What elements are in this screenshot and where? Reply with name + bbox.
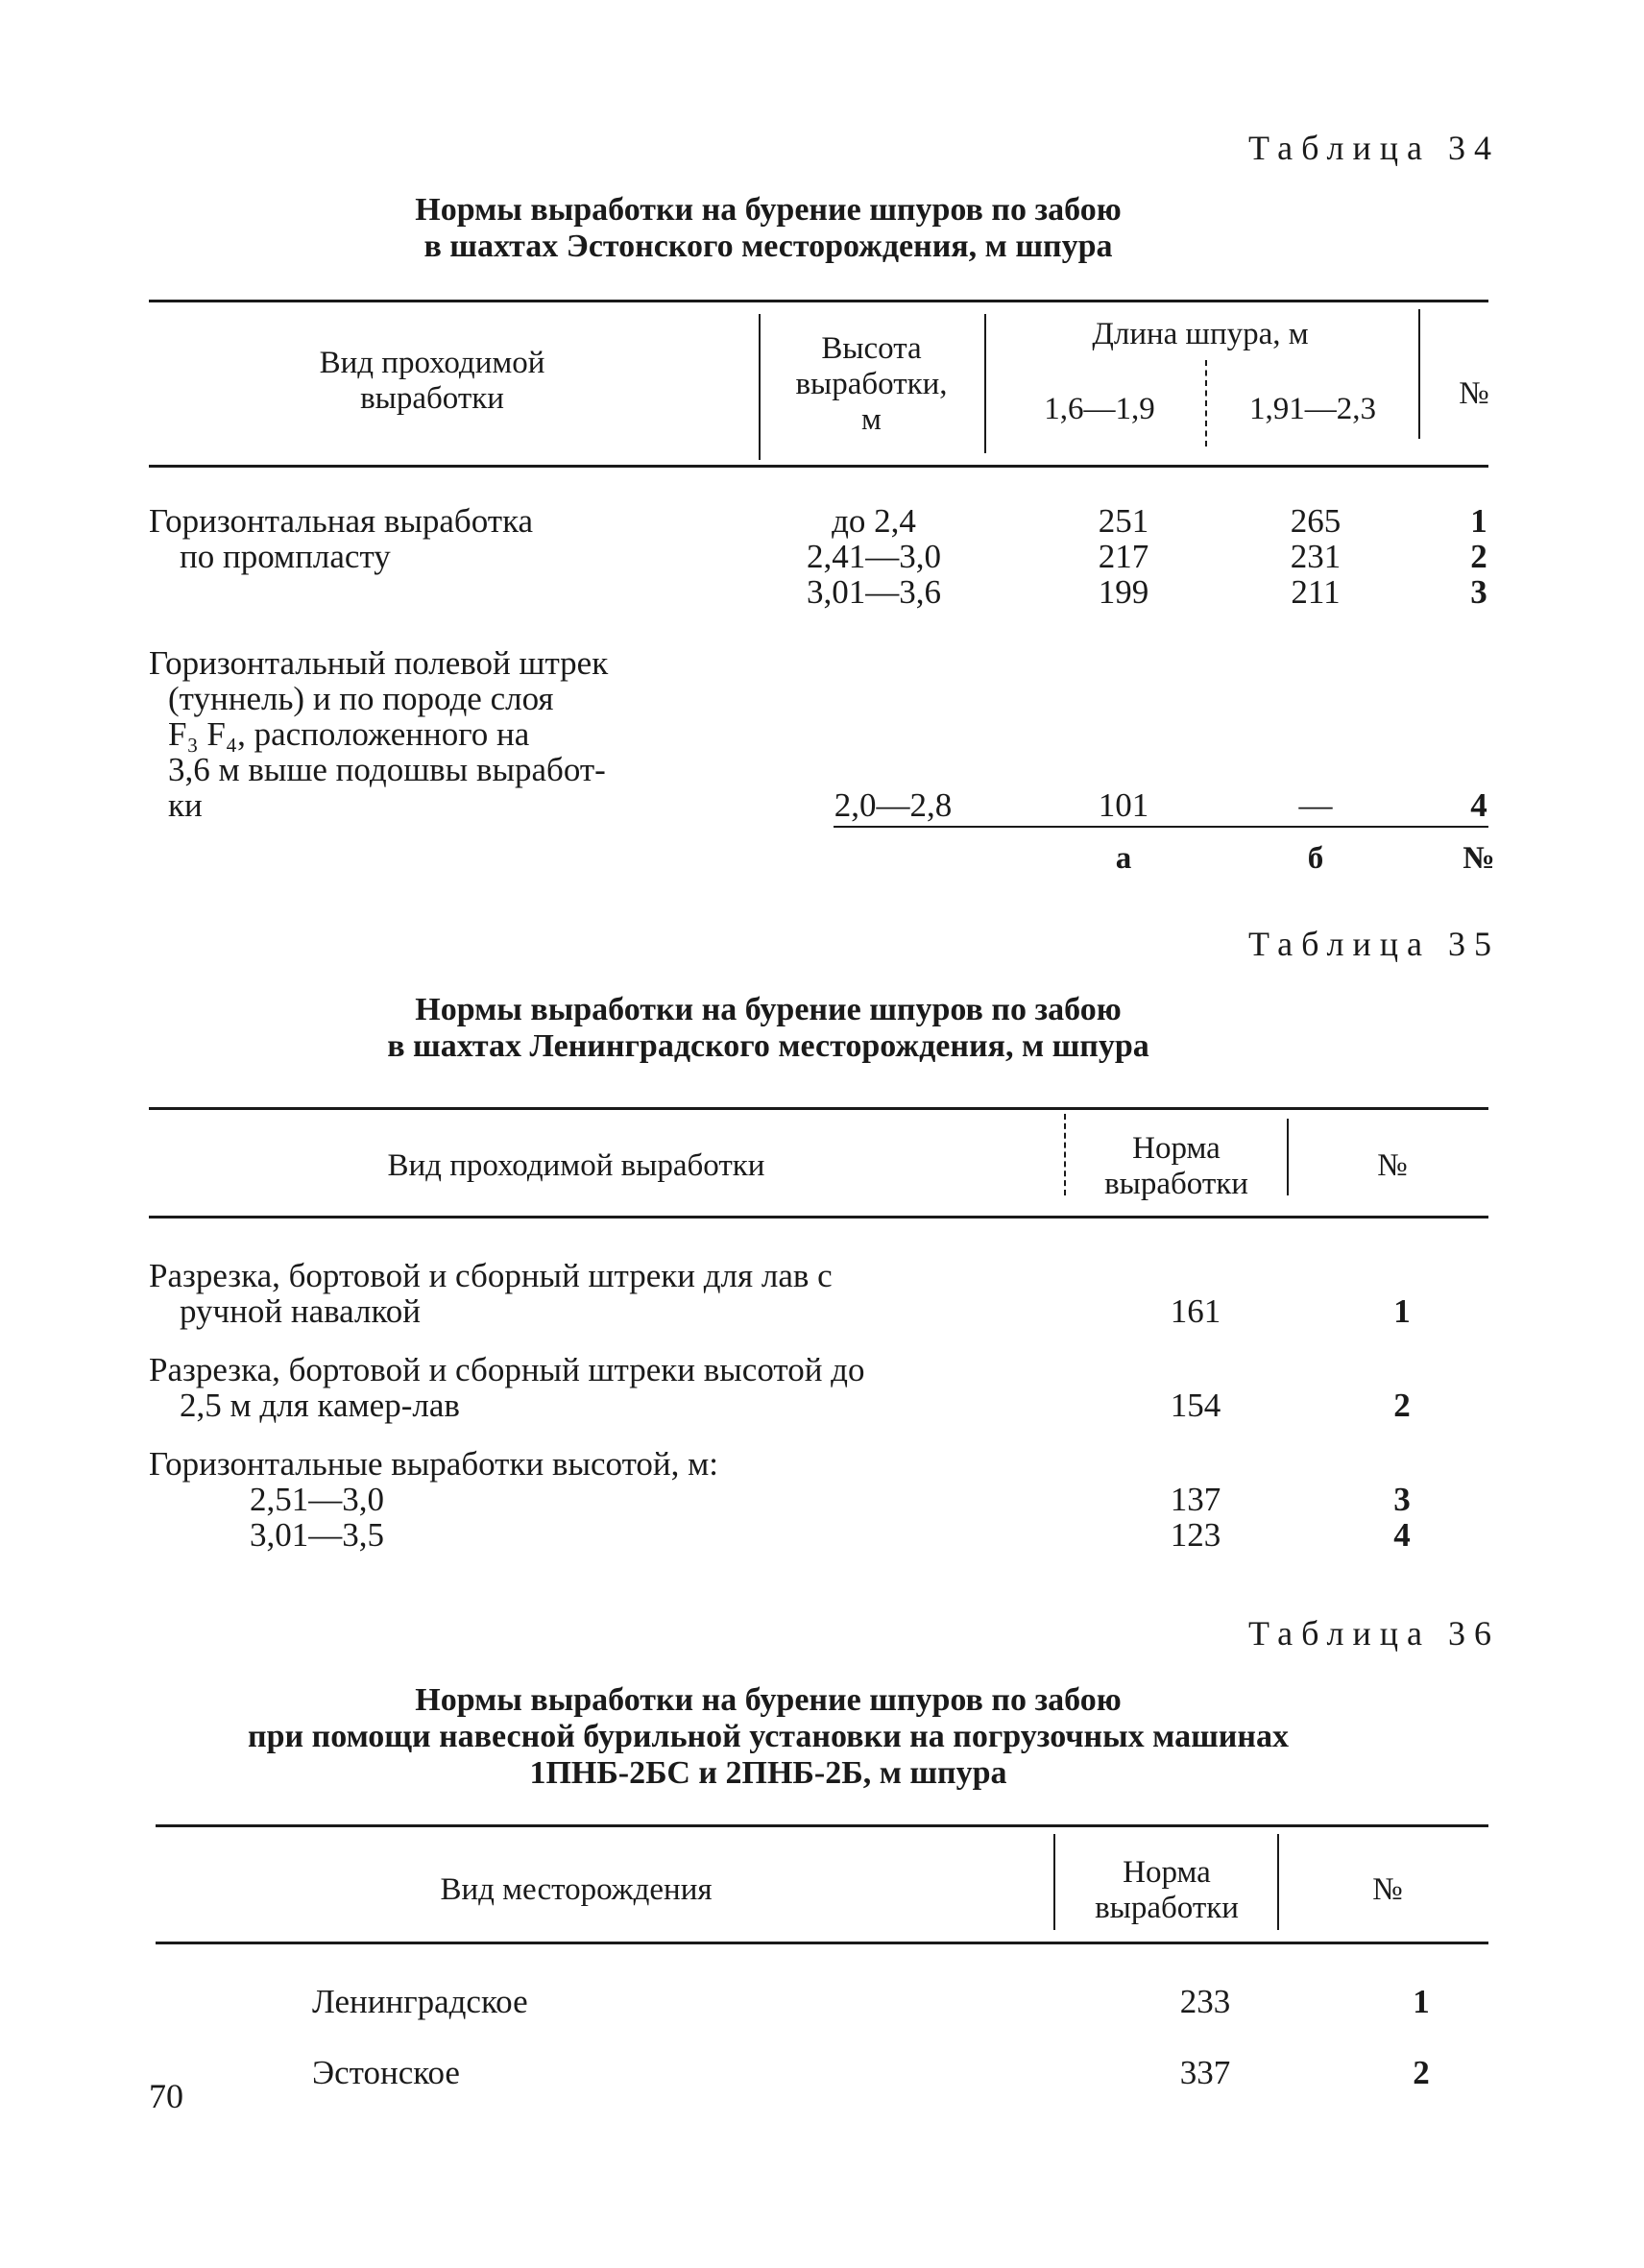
- table35-header-rule: [149, 1216, 1488, 1218]
- table36-row1-num: 1: [1413, 1983, 1430, 2020]
- table35-title: [288, 992, 1248, 1065]
- table35-row2-num: 2: [1393, 1387, 1411, 1424]
- table36-row2-num: 2: [1413, 2054, 1430, 2091]
- table34-row1-num: 1 2 3: [1470, 502, 1487, 611]
- table36-label: Таблица 36: [1248, 1614, 1500, 1653]
- table36-header-norm: Норма выработки: [1095, 1855, 1239, 1925]
- table34-bottom-rule: [834, 826, 1488, 828]
- table34-row2-num: 4: [1470, 786, 1487, 824]
- table35-col-divider: [1287, 1119, 1289, 1195]
- table35-header-type: Вид проходимой выработки: [387, 1148, 765, 1183]
- table34-header-rule: [149, 465, 1488, 468]
- table34-title: [288, 192, 1248, 265]
- table34-header-height: Высота выработки, м: [795, 331, 948, 437]
- table34-header-sub-b: 1,91—2,3: [1249, 392, 1376, 426]
- table35-top-rule: [149, 1107, 1488, 1110]
- table35-row1-type: Разрезка, бортовой и сборный штреки для лав с ручной навалкой: [149, 1257, 833, 1330]
- table34-col-divider: [759, 314, 761, 460]
- table34-header-type: Вид проходимой выработки: [319, 346, 545, 416]
- table35-title-line2: в шахтах Ленинградского месторождения, м шпура: [387, 1028, 1149, 1064]
- table34-row2-height: 2,0—2,8: [834, 786, 953, 824]
- table36-header-rule: [156, 1942, 1488, 1944]
- table34-title-line1: Нормы выработки на бурение шпуров по забою: [415, 192, 1122, 228]
- table34-header-num: №: [1459, 376, 1489, 411]
- table34-footer-num: №: [1463, 841, 1495, 876]
- table34-row1-heights: до 2,4 2,41—3,0 3,01—3,6: [807, 502, 941, 611]
- table35-row3-num: 3 4: [1393, 1481, 1411, 1554]
- table36-col-divider: [1053, 1834, 1055, 1930]
- table36-title: [240, 1682, 1296, 1792]
- table34-col-divider: [1418, 309, 1420, 439]
- table36-row1-type: Ленинградское: [312, 1983, 528, 2020]
- table34-col-divider: [984, 314, 986, 453]
- table36-header-type: Вид месторождения: [440, 1872, 713, 1907]
- table34-row1-col-a: 251 217 199: [1098, 502, 1149, 611]
- table36-row2-type: Эстонское: [312, 2054, 460, 2091]
- table34-row2-type: Горизонтальный полевой штрек (туннель) и по породе слоя F₃ F₄, расположенного на 3,6 м выше подошвы выработ- ки: [149, 644, 609, 824]
- table35-row3-norm: 137 123: [1170, 1481, 1221, 1554]
- table36-header-num: №: [1372, 1872, 1403, 1907]
- table34-row2-col-b: —: [1298, 786, 1333, 824]
- table35-header-num: №: [1377, 1148, 1408, 1183]
- table35-row3-type: Горизонтальные выработки высотой, м: 2,51—3,0 3,01—3,5: [149, 1445, 719, 1554]
- table34-row2-col-a: 101: [1098, 786, 1149, 824]
- table34-row1-col-b: 265 231 211: [1290, 502, 1342, 611]
- table34-top-rule: [149, 300, 1488, 302]
- table35-label: Таблица 35: [1248, 925, 1500, 963]
- table36-top-rule: [156, 1824, 1488, 1827]
- table35-col-divider: [1064, 1114, 1066, 1195]
- table36-title-line1: Нормы выработки на бурение шпуров по забою: [415, 1682, 1122, 1718]
- table36-title-line3: 1ПНБ-2БС и 2ПНБ-2Б, м шпура: [529, 1755, 1007, 1791]
- table36-col-divider: [1277, 1834, 1279, 1930]
- table35-row2-type: Разрезка, бортовой и сборный штреки высотой до 2,5 м для камер-лав: [149, 1351, 865, 1424]
- table35-title-line1: Нормы выработки на бурение шпуров по забою: [415, 992, 1122, 1027]
- table36-title-line2: при помощи навесной бурильной установки на погрузочных машинах: [248, 1719, 1289, 1754]
- table34-row1-type: Горизонтальная выработка по промпласту: [149, 502, 534, 575]
- table34-footer-a: а: [1115, 841, 1132, 876]
- table35-header-norm: Норма выработки: [1104, 1131, 1248, 1201]
- table34-footer-b: б: [1307, 841, 1324, 876]
- table35-row2-norm: 154: [1170, 1387, 1221, 1424]
- table34-sub-divider: [1205, 360, 1207, 446]
- table36-row1-norm: 233: [1179, 1983, 1231, 2020]
- table34-header-length: Длина шпура, м: [1092, 317, 1309, 351]
- table34-title-line2: в шахтах Эстонского месторождения, м шпура: [423, 229, 1113, 264]
- table35-row1-num: 1: [1393, 1292, 1411, 1330]
- table34-header-sub-a: 1,6—1,9: [1044, 392, 1155, 426]
- table36-row2-norm: 337: [1179, 2054, 1231, 2091]
- page-number: 70: [149, 2077, 183, 2115]
- table34-label: Таблица 34: [1248, 129, 1500, 167]
- table35-row1-norm: 161: [1170, 1292, 1221, 1330]
